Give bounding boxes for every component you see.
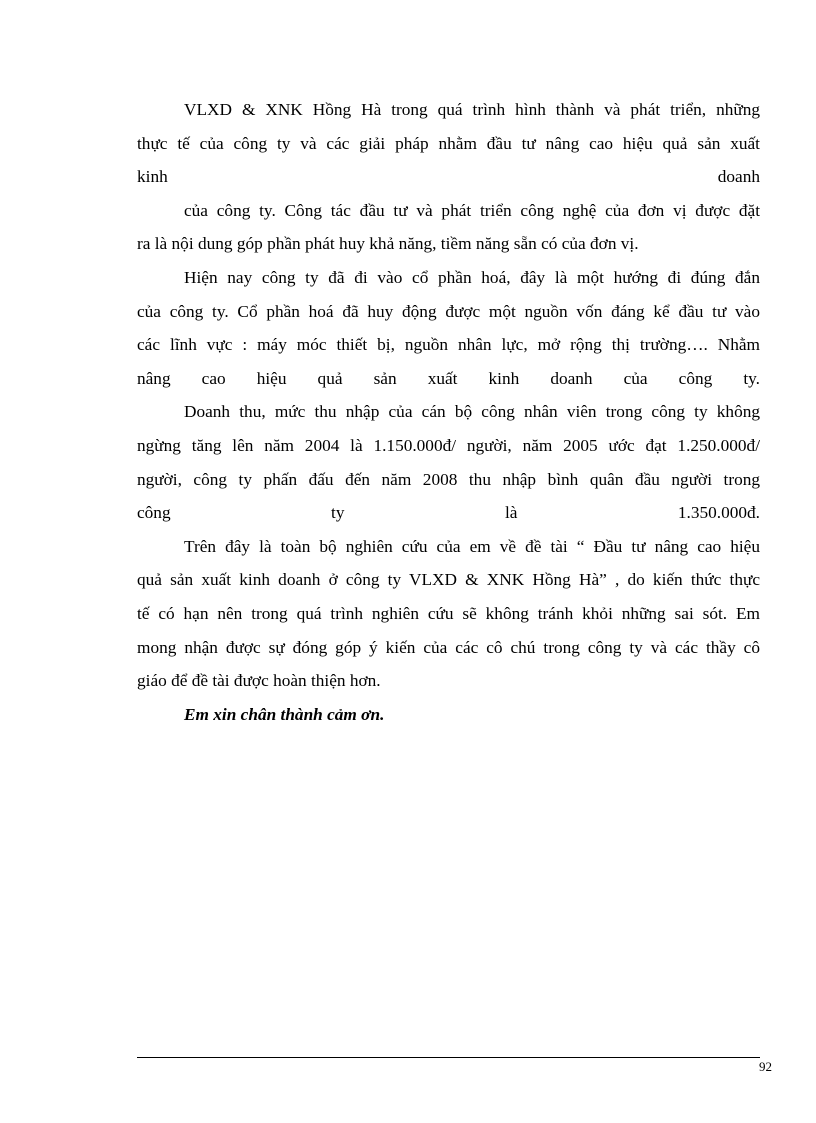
paragraph-line: VLXD & XNK Hồng Hà trong quá trình hình thành và phát triển, những	[184, 100, 760, 119]
paragraph-line: tế có hạn nên trong quá trình nghiên cứu sẽ không tránh khỏi những sai sót. Em	[137, 603, 760, 623]
paragraph-line: Doanh thu, mức thu nhập của cán bộ công nhân viên trong công ty không	[184, 402, 760, 422]
paragraph-line: các lĩnh vực : máy móc thiết bị, nguồn nhân lực, mở rộng thị trường…. Nhằm	[137, 335, 760, 355]
paragraph-line: kinh doanh	[137, 167, 760, 187]
paragraph-line: người, công ty phấn đấu đến năm 2008 thu nhập bình quân đầu người trong	[137, 469, 760, 489]
paragraph-line: nâng cao hiệu quả sản xuất kinh doanh của công ty.	[137, 368, 760, 388]
paragraph-line: ngừng tăng lên năm 2004 là 1.150.000đ/ người, năm 2005 ước đạt 1.250.000đ/	[137, 435, 760, 455]
paragraph-line: Hiện nay công ty đã đi vào cổ phần hoá, đây là một hướng đi đúng đắn	[184, 267, 760, 287]
paragraph-line: Trên đây là toàn bộ nghiên cứu của em về đề tài “ Đầu tư nâng cao hiệu	[184, 536, 760, 556]
paragraph-line: quả sản xuất kinh doanh ở công ty VLXD & XNK Hồng Hà” , do kiến thức thực	[137, 570, 760, 590]
body-text	[137, 93, 760, 731]
paragraph-line: ra là nội dung góp phần phát huy khả năng, tiềm năng sẵn có của đơn vị.	[137, 234, 639, 254]
paragraph-line: mong nhận được sự đóng góp ý kiến của các cô chú trong công ty và các thầy cô	[137, 637, 760, 657]
paragraph-line: của công ty. Công tác đầu tư và phát triển công nghệ của đơn vị được đặt	[184, 200, 760, 220]
closing-line: Em xin chân thành cảm ơn.	[184, 704, 385, 724]
paragraph-line: công ty là 1.350.000đ.	[137, 503, 760, 523]
paragraph-line: giáo để đề tài được hoàn thiện hơn.	[137, 671, 381, 691]
paragraph-line: của công ty. Cổ phần hoá đã huy động được một nguồn vốn đáng kể đầu tư vào	[137, 301, 760, 321]
footer-divider	[137, 1057, 760, 1058]
paragraph-line: thực tế của công ty và các giải pháp nhằm đầu tư nâng cao hiệu quả sản xuất	[137, 133, 760, 153]
page-number: 92	[759, 1059, 772, 1074]
